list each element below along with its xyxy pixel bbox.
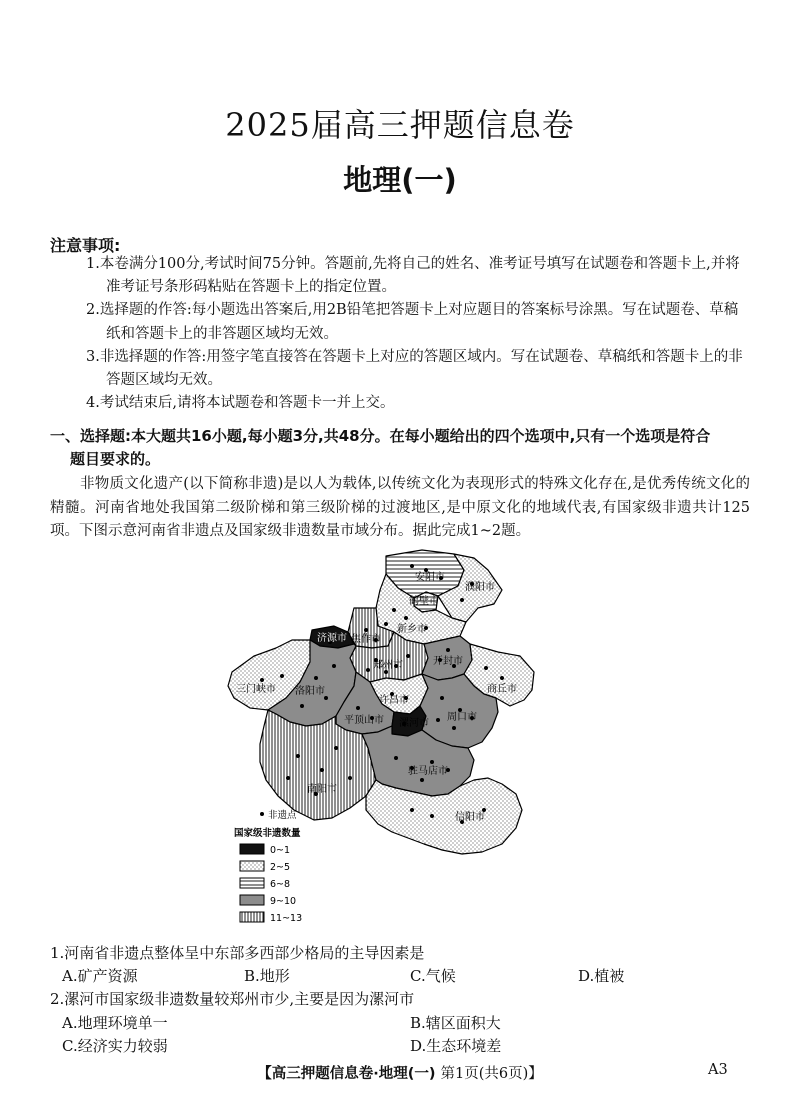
label-xuchang: 许昌市 (379, 695, 409, 706)
legend-swatch-0 (240, 844, 264, 854)
question-2-stem: 2.漯河市国家级非遗数量较郑州市少,主要是因为漯河市 (50, 990, 415, 1008)
legend-swatch-4 (240, 912, 264, 922)
label-zhumadian: 驻马店市 (408, 766, 448, 777)
henan-map (226, 548, 556, 928)
legend-class-3: 9~10 (270, 896, 297, 907)
notice-item-1: 1.本卷满分100分,考试时间75分钟。答题前,先将自己的姓名、准考证号填写在试题卷和答题卡上,并将准考证号条形码粘贴在答题卡上的指定位置。 (86, 256, 740, 296)
legend-class-0: 0~1 (270, 845, 291, 856)
label-luohe: 漯河市 (399, 718, 429, 729)
label-hebi: 鹤壁市 (409, 596, 439, 607)
label-jiyuan: 济源市 (317, 633, 347, 644)
legend-swatch-1 (240, 861, 264, 871)
label-zhengzhou: 郑州市 (373, 660, 403, 671)
legend-title: 国家级非遗数量 (234, 828, 301, 839)
question-1-stem: 1.河南省非遗点整体呈中东部多西部少格局的主导因素是 (50, 944, 425, 962)
section-heading (50, 425, 750, 471)
notice-list (86, 253, 746, 415)
footer-code: A3 (708, 1062, 728, 1078)
question-2-option-a[interactable]: A.地理环境单一 (62, 1014, 168, 1032)
map-legend (234, 809, 302, 924)
label-xinxiang: 新乡市 (397, 624, 427, 635)
notice-item-3: 3.非选择题的作答:用签字笔直接答在答题卡上对应的答题区域内。写在试题卷、草稿纸和答题卡上的非答题区域均无效。 (86, 348, 743, 389)
exam-title: 2025届高三押题信息卷 (225, 106, 575, 144)
notice-item-4: 4.考试结束后,请将本试题卷和答题卡一并上交。 (86, 395, 395, 412)
label-shangqiu: 商丘市 (487, 684, 517, 695)
section-heading-line2: 题目要求的。 (70, 450, 161, 468)
footer-page-number: 第1页(共6页)】 (440, 1066, 543, 1082)
legend-point-symbol (260, 812, 264, 816)
question-1-option-c[interactable]: C.气候 (410, 967, 456, 985)
label-zhoukou: 周口市 (447, 712, 477, 723)
legend-point-label: 非遗点 (268, 810, 297, 821)
notice-item-2: 2.选择题的作答:每小题选出答案后,用2B铅笔把答题卡上对应题目的答案标号涂黑。写在试题卷、草稿纸和答题卡上的非答题区域均无效。 (86, 302, 739, 342)
footer-label: 【高三押题信息卷·地理(一) (257, 1066, 436, 1082)
question-1-option-a[interactable]: A.矿产资源 (62, 967, 138, 985)
question-2-option-b[interactable]: B.辖区面积大 (410, 1014, 501, 1032)
label-pingdingshan: 平顶山市 (344, 715, 384, 726)
legend-swatch-2 (240, 878, 264, 888)
section-heading-line1: 一、选择题:本大题共16小题,每小题3分,共48分。在每小题给出的四个选项中,只有一个选项是符合 (50, 427, 711, 445)
label-jiaozuo: 焦作市 (351, 634, 381, 645)
label-luoyang: 洛阳市 (295, 686, 325, 697)
page-footer (0, 1062, 800, 1083)
legend-class-1: 2~5 (270, 862, 291, 873)
question-2-option-c[interactable]: C.经济实力较弱 (62, 1037, 168, 1055)
legend-class-4: 11~13 (270, 913, 303, 924)
exam-subtitle: 地理(一) (343, 163, 457, 197)
label-puyang: 濮阳市 (465, 582, 495, 593)
question-1-option-d[interactable]: D.植被 (578, 967, 625, 985)
label-nanyang: 南阳市 (307, 784, 337, 795)
notice-heading: 注意事项: (50, 236, 121, 255)
label-xinyang: 信阳市 (455, 812, 485, 823)
question-1-option-b[interactable]: B.地形 (244, 967, 290, 985)
label-anyang: 安阳市 (415, 572, 445, 583)
label-sanmenxia: 三门峡市 (236, 684, 276, 695)
reading-passage: 非物质文化遗产(以下简称非遗)是以人为载体,以传统文化为表现形式的特殊文化存在,是优秀传统文化的精髓。河南省地处我国第二级阶梯和第三级阶梯的过渡地区,是中原文化的地域代表,有国家级非遗共计125项。下图示意河南省非遗点及国家级非遗数量市域分布。据此完成1~2题。 (50, 476, 750, 539)
henan-map-figure (226, 548, 556, 928)
legend-class-2: 6~8 (270, 879, 291, 890)
legend-swatch-3 (240, 895, 264, 905)
label-kaifeng: 开封市 (433, 656, 463, 667)
question-2-option-d[interactable]: D.生态环境差 (410, 1037, 502, 1055)
